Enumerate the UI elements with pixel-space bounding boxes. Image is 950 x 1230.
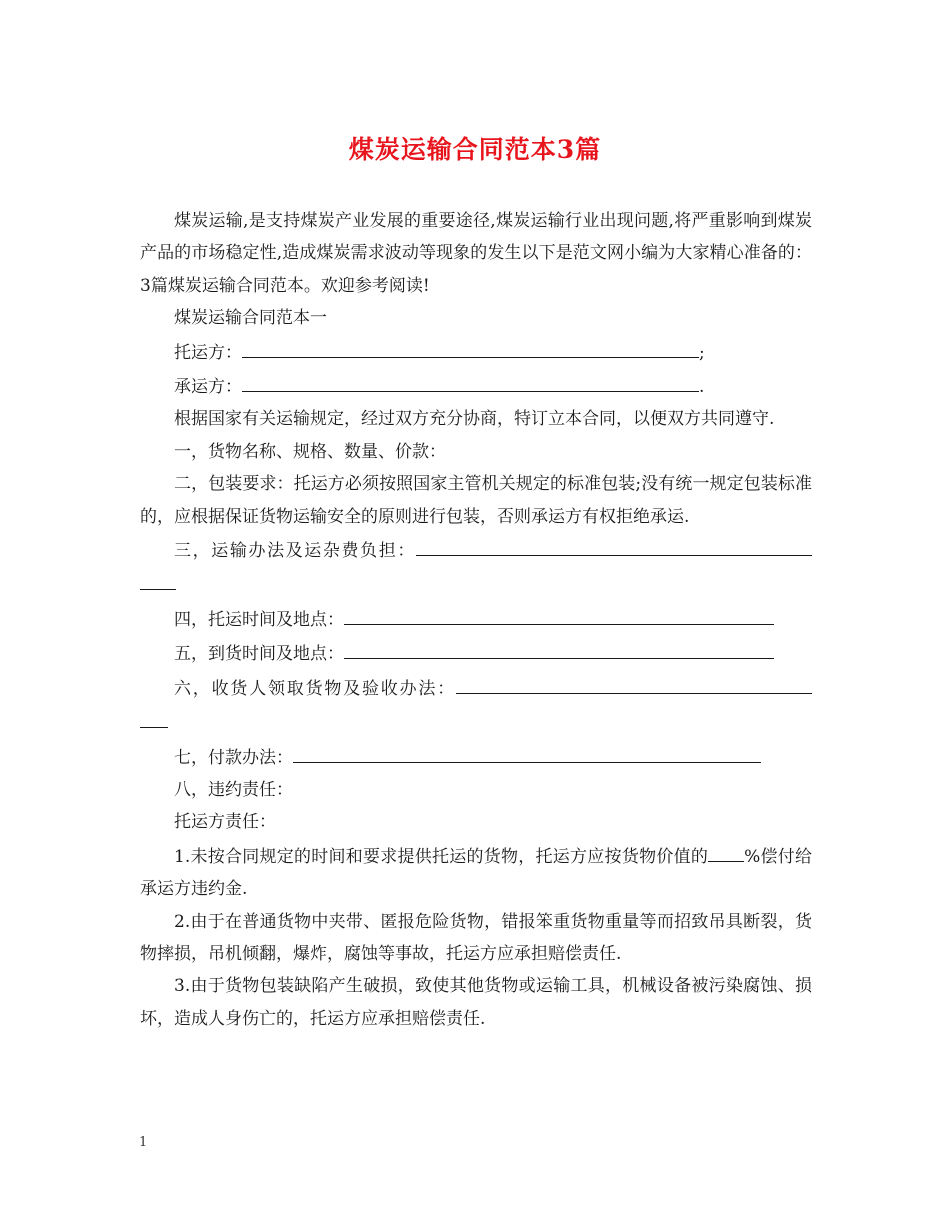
carrier-blank [242, 369, 699, 392]
clause-5-label: 五，到货时间及地点： [174, 644, 344, 665]
document-body [140, 205, 812, 1035]
contract-heading: 煤炭运输合同范本一 [174, 308, 327, 329]
clause-1: 一，货物名称、规格、数量、价款： [174, 441, 446, 462]
clause-5-blank [344, 636, 774, 659]
liability-item-1 [140, 839, 812, 906]
shipper-line-end: ; [699, 342, 705, 363]
carrier-label: 承运方： [174, 377, 242, 398]
document-title: 煤炭运输合同范本3篇 [348, 135, 602, 164]
clause-4-blank [344, 602, 774, 625]
liability-1-text-end: %偿付给承运方违约金. [140, 846, 813, 900]
clause-4-label: 四，托运时间及地点： [174, 609, 344, 630]
clause-7 [140, 740, 812, 774]
shipper-label: 托运方： [174, 342, 242, 363]
liability-1-percent-blank [708, 839, 744, 862]
clause-3-label: 三，运输办法及运杂费负担： [174, 541, 416, 562]
page-number: 1 [139, 1135, 148, 1150]
clause-3-blank [416, 533, 812, 556]
liability-1-text: 1.未按合同规定的时间和要求提供托运的货物，托运方应按货物价值的 [174, 846, 709, 867]
clause-5 [140, 636, 812, 670]
liability-item-3: 3.由于货物包装缺陷产生破损，致使其他货物或运输工具，机械设备被污染腐蚀、损坏，造成人身伤亡的，托运方应承担赔偿责任. [140, 976, 812, 1029]
clause-2: 二，包装要求：托运方必须按照国家主管机关规定的标准包装;没有统一规定包装标准的，应根据保证货物运输安全的原则进行包装，否则承运方有权拒绝承运. [140, 474, 812, 527]
clause-6-blank [456, 671, 812, 694]
preamble-paragraph: 根据国家有关运输规定，经过双方充分协商，特订立本合同，以便双方共同遵守. [174, 409, 775, 430]
shipper-blank [242, 335, 699, 358]
clause-8: 八，违约责任： [174, 779, 293, 800]
clause-3 [140, 533, 812, 602]
clause-6 [140, 671, 812, 740]
liability-item-2: 2.由于在普通货物中夹带、匿报危险货物，错报笨重货物重量等而招致吊具断裂，货物摔损，吊机倾翻，爆炸，腐蚀等事故，托运方应承担赔偿责任. [140, 911, 812, 964]
shipper-liability-heading: 托运方责任： [174, 812, 276, 833]
clause-3-blank-continued [140, 567, 176, 590]
clause-6-blank-continued [140, 705, 168, 728]
clause-4 [140, 602, 812, 636]
clause-7-blank [293, 740, 761, 763]
carrier-line-end: . [699, 377, 705, 398]
clause-7-label: 七，付款办法： [174, 747, 293, 768]
clause-6-label: 六，收货人领取货物及验收办法： [174, 678, 456, 699]
carrier-line [140, 369, 812, 403]
intro-paragraph: 煤炭运输,是支持煤炭产业发展的重要途径,煤炭运输行业出现问题,将严重影响到煤炭产品的市场稳定性,造成煤炭需求波动等现象的发生以下是范文网小编为大家精心准备的：3篇煤炭运输合同范本。欢迎参考阅读! [140, 211, 812, 296]
shipper-line [140, 335, 812, 369]
